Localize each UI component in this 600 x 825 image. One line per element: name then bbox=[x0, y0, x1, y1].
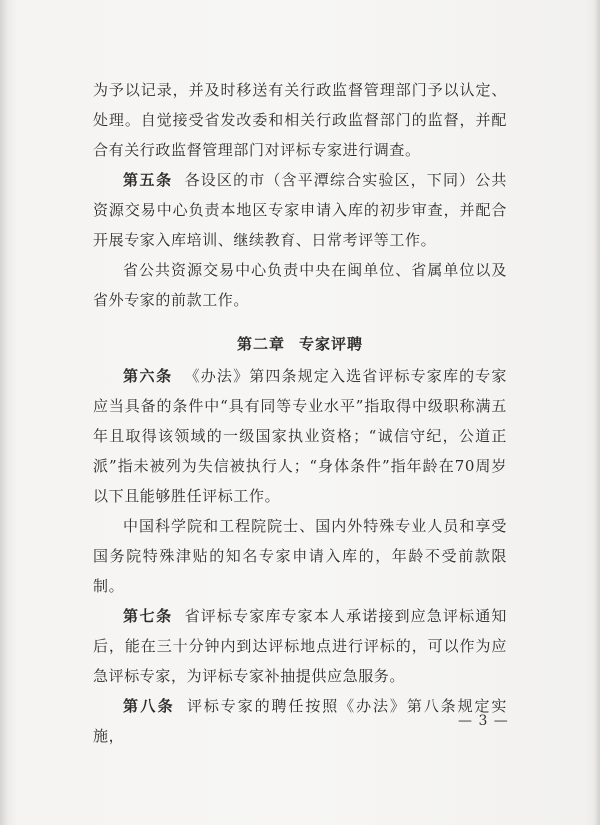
article-5-label: 第五条 bbox=[123, 171, 173, 189]
document-body bbox=[93, 75, 507, 751]
article-6-label: 第六条 bbox=[123, 367, 173, 385]
article-5 bbox=[93, 165, 507, 255]
article-7-label: 第七条 bbox=[123, 607, 173, 625]
page-number: — 3 — bbox=[458, 713, 509, 729]
article-8 bbox=[93, 691, 507, 751]
page-left-shadow bbox=[0, 0, 8, 825]
article-8-label: 第八条 bbox=[123, 697, 175, 715]
chapter-number: 第二章 bbox=[236, 335, 285, 353]
page-right-shadow bbox=[594, 0, 600, 825]
article-6-text: 《办法》第四条规定入选省评标专家库的专家应当具备的条件中“具有同等专业水平”指取得中级职称满五年且取得该领域的一级国家执业资格；“诚信守纪，公道正派”指未被列为失信被执行人；“身体条件”指年龄在70周岁以下且能够胜任评标工作。 bbox=[93, 367, 507, 505]
article-5-text: 各设区的市（含平潭综合实验区，下同）公共资源交易中心负责本地区专家申请入库的初步审查，并配合开展专家入库培训、继续教育、日常考评等工作。 bbox=[93, 171, 507, 249]
paragraph-continuation: 为予以记录，并及时移送有关行政监督管理部门予以认定、处理。自觉接受省发改委和相关行政监督部门的监督，并配合有关行政监督管理部门对评标专家进行调查。 bbox=[93, 81, 507, 159]
article-8-text: 评标专家的聘任按照《办法》第八条规定实施， bbox=[93, 697, 507, 745]
paragraph-academicians: 中国科学院和工程院院士、国内外特殊专业人员和享受国务院特殊津贴的知名专家申请入库的，年龄不受前款限制。 bbox=[93, 517, 507, 595]
article-7 bbox=[93, 601, 507, 691]
chapter-title: 专家评聘 bbox=[299, 335, 364, 353]
chapter-heading bbox=[93, 329, 507, 359]
paragraph-provincial-center: 省公共资源交易中心负责中央在闽单位、省属单位以及省外专家的前款工作。 bbox=[93, 261, 507, 309]
article-6 bbox=[93, 361, 507, 511]
article-7-text: 省评标专家库专家本人承诺接到应急评标通知后，能在三十分钟内到达评标地点进行评标的，可以作为应急评标专家，为评标专家补抽提供应急服务。 bbox=[93, 607, 507, 685]
